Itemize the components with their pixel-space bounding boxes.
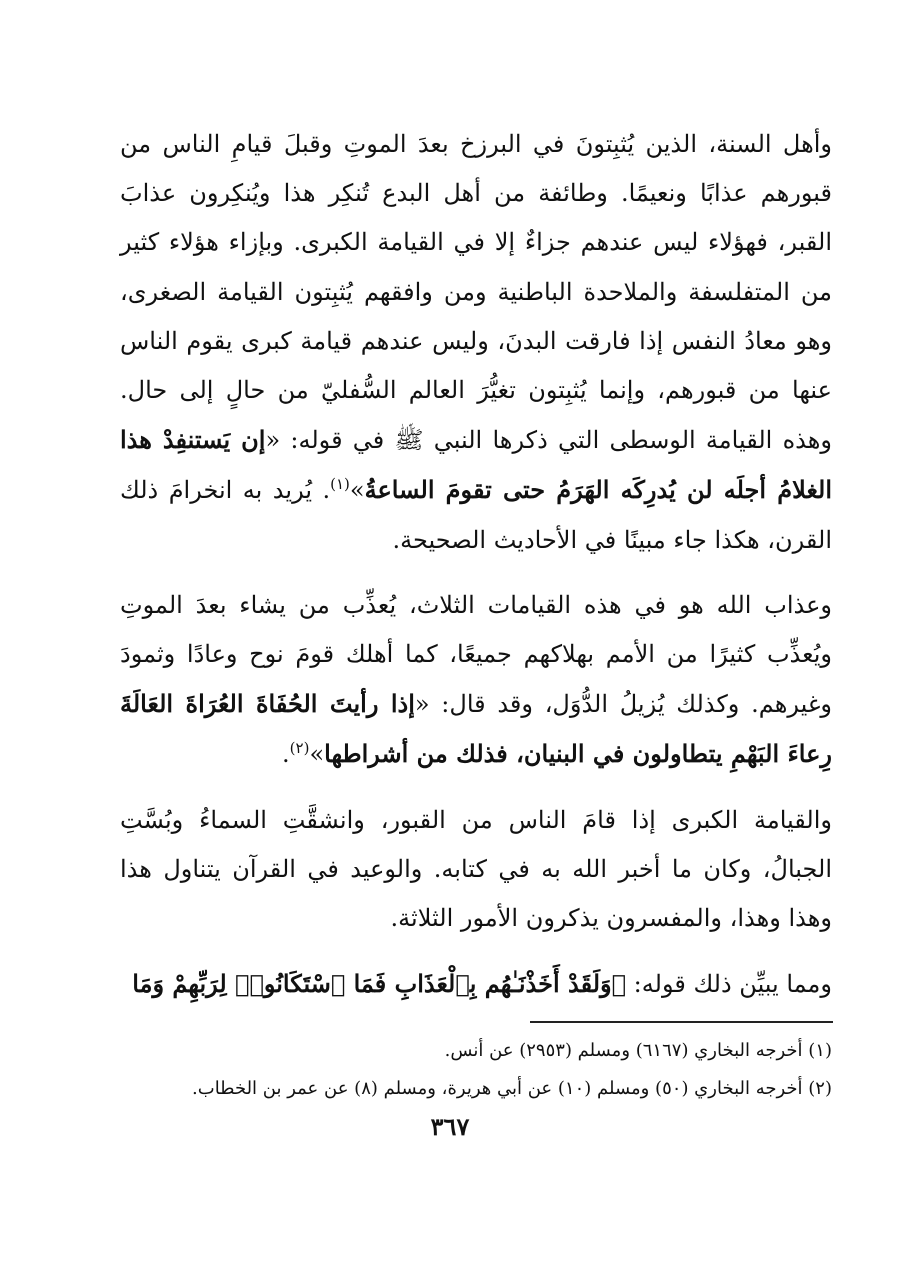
footnote-2: (٢) أخرجه البخاري (٥٠) ومسلم (١٠) عن أبي هريرة، ومسلم (٨) عن عمر بن الخطاب. — [192, 1078, 832, 1099]
hadith-quote-1: إن يَستنفِدْ هذا الغلامُ أجلَه لن يُدرِكَه الهَرَمُ حتى تقومَ الساعةُ — [120, 425, 833, 505]
footnote-1: (١) أخرجه البخاري (٦١٦٧) ومسلم (٢٩٥٣) عن أنس. — [444, 1040, 832, 1061]
page-number: ٣٦٧ — [430, 1112, 470, 1141]
footnote-divider — [530, 1021, 833, 1023]
paragraph-1-text: وأهل السنة، الذين يُثبِتونَ في البرزخ بعدَ الموتِ وقبلَ قيامِ الناس من قبورهم عذابًا ونعيمًا. وطائفة من أهل البدع تُنكِر هذا ويُنكِرون عذابَ القبر، فهؤلاء ليس عندهم جزاءٌ إلا في القيامة الكبرى. وبإزاء هؤلاء كثير من المتفلسفة والملاحدة الباطنية ومن وافقهم يُثبِتون القيامة الصغرى، وهو معادُ النفس إذا فارقت البدنَ، وليس عندهم قيامة كبرى يقوم الناس عنها من قبورهم، وإنما يُثبِتون تغيُّرَ العالم السُّفليّ من حالٍ إلى حال. وهذه القيامة الوسطى التي ذكرها النبي ﷺ في قوله: « — [120, 130, 832, 455]
footnote-ref-2: (٢) — [289, 739, 310, 758]
paragraph-2-text: وعذاب الله هو في هذه القيامات الثلاث، يُعذِّب من يشاء بعدَ الموتِ ويُعذِّب كثيرًا من الأمم بهلاكهم جميعًا، كما أهلك قومَ نوح وعادًا وثمودَ وغيرهم. وكذلك يُزيلُ الدُّوَل، وقد قال: « — [120, 590, 832, 719]
paragraph-2-tail: . — [282, 740, 290, 769]
paragraph-4 — [120, 959, 832, 1009]
footnotes — [120, 1032, 832, 1108]
paragraph-4-text: ومما يبيِّن ذلك قوله: — [626, 970, 832, 999]
main-text — [120, 120, 832, 1009]
footnote-ref-1: (١) — [330, 475, 350, 494]
quran-verse: ﴿وَلَقَدْ أَخَذْنَـٰهُم بِٱلْعَذَابِ فَمَا ٱسْتَكَانُوا۟ لِرَبِّهِمْ وَمَا — [132, 969, 627, 999]
paragraph-3 — [120, 796, 832, 944]
paragraph-2: وعذاب الله هو في هذه القيامات الثلاث، يُعذِّب من يشاء بعدَ الموتِ ويُعذِّب كثيرًا من الأمم بهلاكهم جميعًا، كما أهلك قومَ نوح وعادًا وثمودَ وغيرهم. وكذلك يُزيلُ الدُّوَل، وقد قال: «إذا رأيتَ الحُفَاةَ العُرَاةَ العَالَةَ رِعاءَ البَهْمِ يتطاولون في البنيان، فذلك من أشراطها»$^{(٢)}$. — [120, 590, 832, 769]
paragraph-1: وأهل السنة، الذين يُثبِتونَ في البرزخ بعدَ الموتِ وقبلَ قيامِ الناس من قبورهم عذابًا ونعيمًا. وطائفة من أهل البدع تُنكِر هذا ويُنكِرون عذابَ القبر، فهؤلاء ليس عندهم جزاءٌ إلا في القيامة الكبرى. وبإزاء هؤلاء كثير من المتفلسفة والملاحدة الباطنية ومن وافقهم يُثبِتون القيامة الصغرى، وهو معادُ النفس إذا فارقت البدنَ، وليس عندهم قيامة كبرى يقوم الناس عنها من قبورهم، وإنما يُثبِتون تغيُّرَ العالم السُّفليّ من حالٍ إلى حال. وهذه القيامة الوسطى التي ذكرها النبي ﷺ في قوله: «إن يَستنفِدْ هذا الغلامُ أجلَه لن يُدرِكَه الهَرَمُ حتى تقومَ الساعةُ»$^{(١)}$. يُريد به انخرامَ ذلك القرن، هكذا جاء مبينًا في الأحاديث الصحيحة. — [120, 130, 833, 554]
paragraph-3-text: والقيامة الكبرى إذا قامَ الناس من القبور، وانشقَّتِ السماءُ وبُسَّتِ الجبالُ، وكان ما أخبر الله به في كتابه. والوعيد في القرآن يتناول هذا وهذا وهذا، والمفسرون يذكرون الأمور الثلاثة. — [120, 805, 832, 933]
paragraph-1-tail: . يُريد به انخرامَ ذلك القرن، هكذا جاء مبينًا في الأحاديث الصحيحة. — [120, 476, 832, 554]
hadith-quote-2: إذا رأيتَ الحُفَاةَ العُرَاةَ العَالَةَ رِعاءَ البَهْمِ يتطاولون في البنيان، فذلك من أشراطها — [120, 689, 832, 769]
